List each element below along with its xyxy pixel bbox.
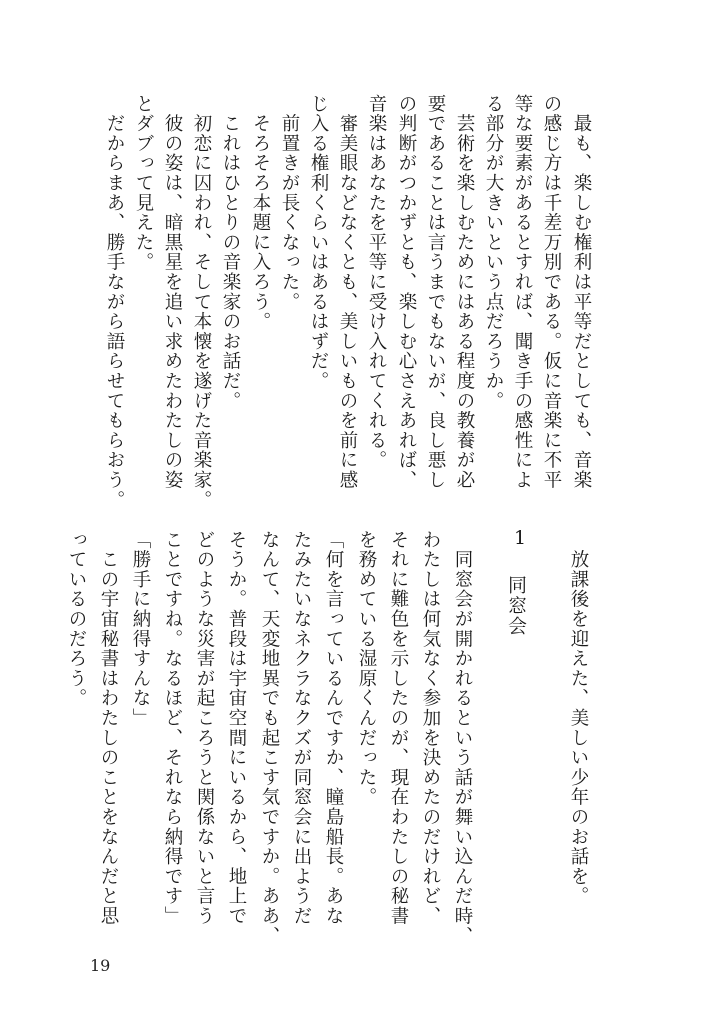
text-column: 放課後を迎えた、美しい少年のお話を。 [568,530,589,907]
text-column: 審美眼などなくとも、美しいものを前に感 [337,94,358,490]
text-column: たみたいなネクラなクズが同窓会に出ようだ [291,530,312,926]
chapter-title: 同窓会 [505,575,527,637]
text-column: 初恋に囚われ、そして本懐を遂げた音楽家。 [191,94,212,510]
text-column: これはひとりの音楽家のお話だ。 [220,94,241,411]
text-column: どのような災害が起ころうと関係ないと言う [194,530,215,926]
text-column: とダブって見えた。 [133,94,154,273]
text-column: そうか。普段は宇宙空間にいるから、地上で [226,530,247,926]
text-column: を務めている湿原くんだった。 [356,530,377,808]
text-column: なんて、天変地異でも起こす気ですか。ああ、 [259,530,280,946]
text-column: 最も、楽しむ権利は平等だとしても、音楽 [571,94,592,490]
text-column: それに難色を示したのが、現在わたしの秘書 [388,530,409,926]
text-column: 彼の姿は、暗黒星を追い求めたわたしの姿 [162,94,183,490]
text-column: じ入る権利くらいはあるはずだ。 [308,94,329,391]
text-column: 要であることは言うまでもないが、良し悪し [425,94,446,490]
text-column: の感じ方は千差万別である。仮に音楽に不平 [541,94,562,490]
text-column: 「勝手に納得すんな」 [130,530,151,728]
text-column: そろそろ本題に入ろう。 [250,94,271,332]
text-column: 等な要素があるとすれば、聞き手の感性によ [512,94,533,490]
text-column: 前置きが長くなった。 [279,94,300,312]
text-column: っているのだろう。 [66,530,87,709]
text-column: 「何を言っているんですか、瞳島船長。あな [323,530,344,926]
text-column: 芸術を楽しむためにはある程度の教養が必 [454,94,475,490]
text-column: この宇宙秘書はわたしのことをなんだと思 [98,530,119,926]
text-column: 音楽はあなたを平等に受け入れてくれる。 [366,94,387,471]
text-column: る部分が大きいという点だろうか。 [483,94,504,411]
text-column: だからまあ、勝手ながら語らせてもらおう。 [104,94,125,510]
text-column: ことですね。なるほど、それなら納得です」 [162,530,183,926]
text-column: わたしは何気なく参加を決めたのだけれど、 [420,530,441,926]
text-column: の判断がつかずとも、楽しむ心さえあれば、 [396,94,417,490]
text-column: 同窓会が開かれるという話が舞い込んだ時、 [452,530,473,946]
page-number: 19 [90,956,111,975]
chapter-number: 1 [513,527,527,549]
